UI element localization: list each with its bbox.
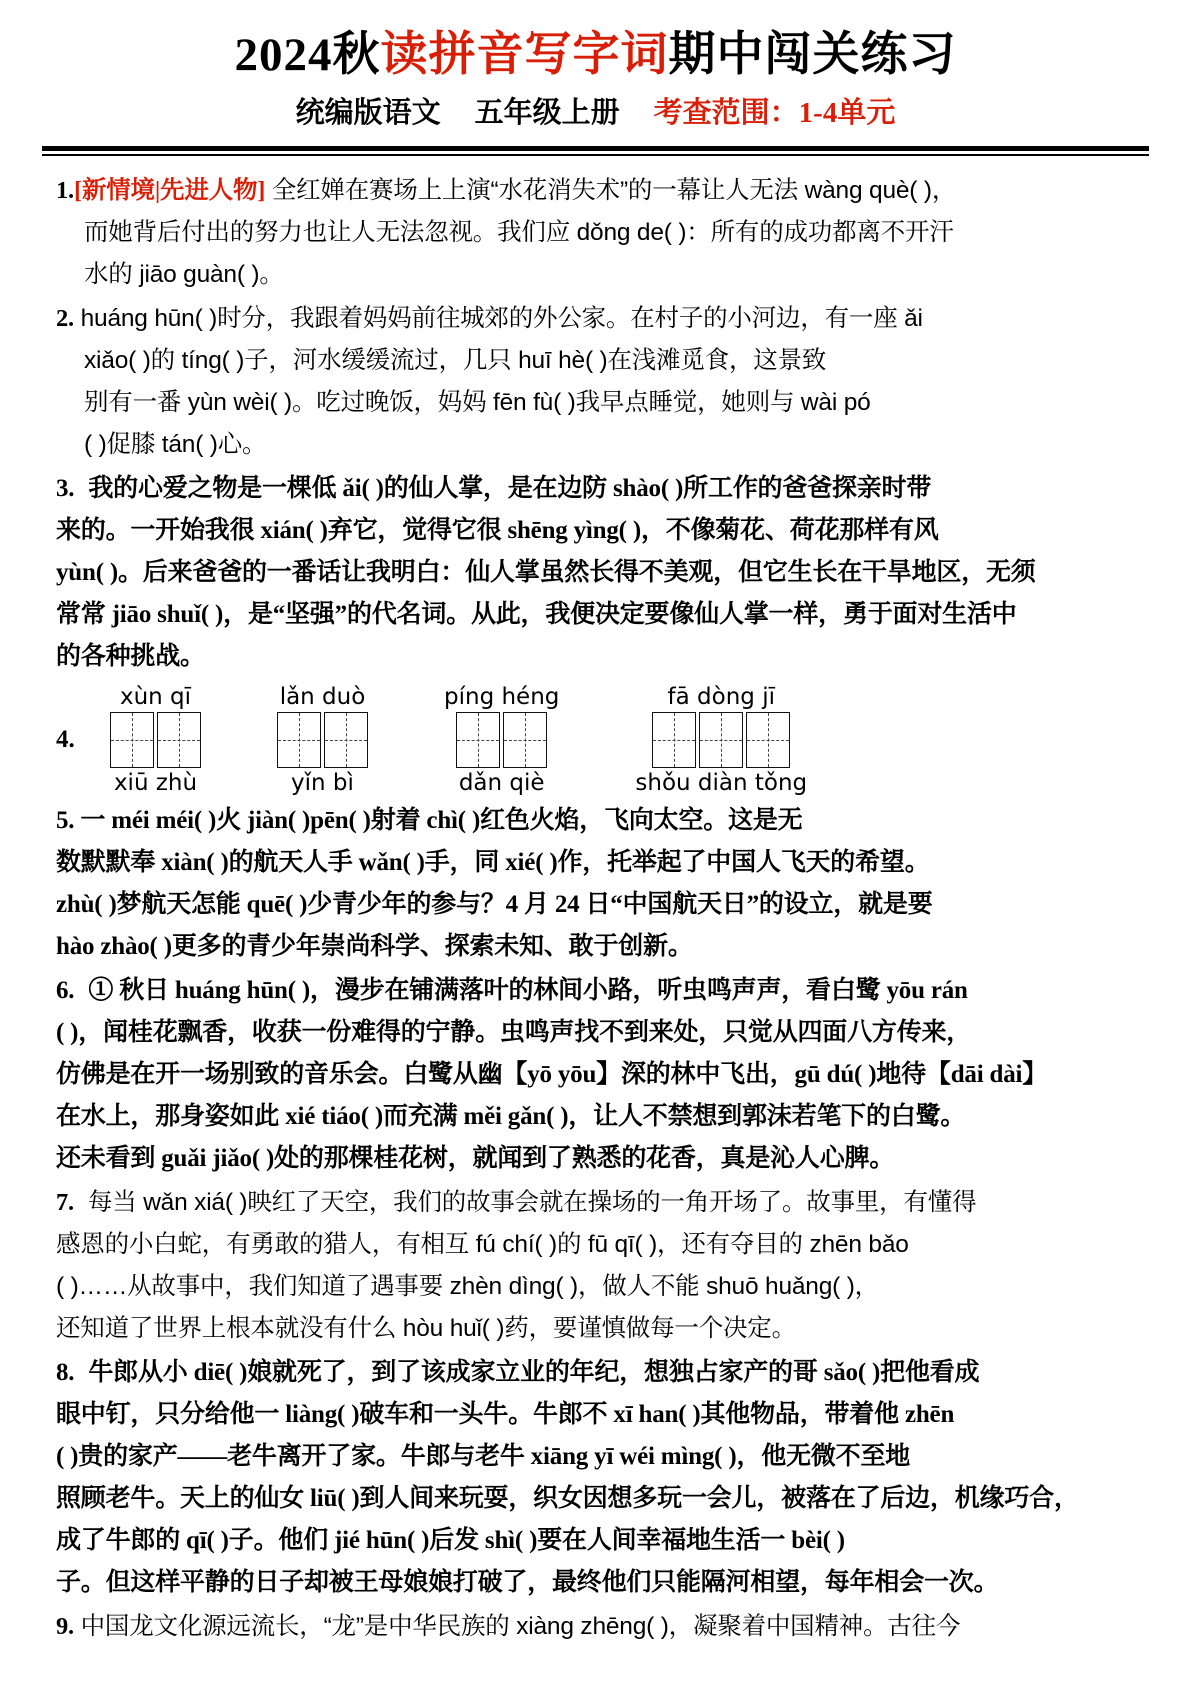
question-1-line-2 bbox=[56, 212, 1139, 254]
question-3-line-1 bbox=[56, 468, 1139, 510]
question-8-text-3: ( )贵的家产——老牛离开了家。牛郎与老牛 xiāng yī wéi mìng( )，他无微不至地 bbox=[56, 1443, 911, 1471]
question-8-number: 8. bbox=[56, 1359, 75, 1387]
question-5-text-1: 一 méi méi( )火 jiàn( )pēn( )射着 chì( )红色火焰，飞向太空。这是无 bbox=[80, 807, 803, 835]
question-8-line-2 bbox=[56, 1394, 1139, 1436]
question-8-text-4: 照顾老牛。天上的仙女 liū( )到人间来玩耍，织女因想多玩一会儿，被落在了后边，机缘巧合， bbox=[56, 1485, 1079, 1513]
grid-group-1-boxes bbox=[110, 712, 201, 768]
question-2-text-4: ( )促膝 tán( )心。 bbox=[84, 431, 267, 459]
question-6-line-3 bbox=[56, 1054, 1139, 1096]
question-3-text-4: 常常 jiāo shuǐ( )，是“坚强”的代名词。从此，我便决定要像仙人掌一样，勇于面对生活中 bbox=[56, 601, 1017, 629]
grid-group-4-boxes bbox=[652, 712, 790, 768]
grid-group-2 bbox=[277, 682, 368, 798]
divider-thick-line bbox=[42, 146, 1149, 151]
question-5-line-1 bbox=[56, 800, 1139, 842]
question-9-text-1: 中国龙文化源远流长，“龙”是中华民族的 xiàng zhēng( )，凝聚着中国精神。古往今 bbox=[80, 1613, 961, 1641]
question-8-line-6 bbox=[56, 1562, 1139, 1604]
question-2-number: 2. bbox=[56, 305, 74, 333]
question-5 bbox=[56, 800, 1139, 968]
question-7-line-1 bbox=[56, 1182, 1139, 1224]
question-5-text-3: zhù( )梦航天怎能 quē( )少青少年的参与？4 月 24 日“中国航天日”的设立，就是要 bbox=[56, 891, 933, 919]
page-title bbox=[0, 26, 1191, 85]
page-header bbox=[0, 0, 1191, 132]
question-1-tag: [新情境|先进人物] bbox=[73, 177, 266, 205]
question-8-line-4 bbox=[56, 1478, 1139, 1520]
grid-group-1 bbox=[110, 682, 201, 798]
question-6-text-1: 秋日 huáng hūn( )，漫步在铺满落叶的林间小路，听虫鸣声声，看白鹭 yōu rán bbox=[119, 977, 968, 1005]
question-6-text-4: 在水上，那身姿如此 xié tiáo( )而充满 měi gǎn( )，让人不禁想到郭沫若笔下的白鹭。 bbox=[56, 1103, 966, 1131]
question-1-text-1: 全红婵在赛场上上演“水花消失术”的一幕让人无法 wàng què( )， bbox=[271, 177, 957, 205]
question-2-text-2: xiǎo( )的 tíng( )子，河水缓缓流过，几只 huī hè( )在浅滩觅食，这景致 bbox=[84, 347, 827, 375]
divider-thin-line bbox=[42, 154, 1149, 156]
writing-cell[interactable] bbox=[157, 712, 201, 768]
subtitle-grade: 五年级上册 bbox=[474, 96, 620, 129]
question-3-text-2: 来的。一开始我很 xián( )弃它，觉得它很 shēng yìng( )，不像菊花、荷花那样有风 bbox=[56, 517, 939, 545]
grid-group-4-bottom-label: shǒu diàn tǒng bbox=[635, 770, 808, 797]
question-8 bbox=[56, 1352, 1139, 1604]
question-5-number: 5. bbox=[56, 807, 75, 835]
question-3-line-5 bbox=[56, 636, 1139, 678]
question-7-text-2: 感恩的小白蛇，有勇敢的猎人，有相互 fú chí( )的 fū qī( )，还有夺目的 zhēn bǎo bbox=[56, 1231, 909, 1259]
header-divider bbox=[42, 146, 1149, 156]
grid-group-4 bbox=[635, 682, 807, 798]
question-8-line-3 bbox=[56, 1436, 1139, 1478]
question-3-line-4 bbox=[56, 594, 1139, 636]
question-1-line-1 bbox=[56, 170, 1139, 212]
question-8-line-5 bbox=[56, 1520, 1139, 1562]
question-1-text-3: 水的 jiāo guàn( )。 bbox=[84, 261, 284, 289]
question-7-text-1: 每当 wǎn xiá( )映红了天空，我们的故事会就在操场的一角开场了。故事里，有懂得 bbox=[87, 1189, 977, 1217]
question-9-line-1 bbox=[56, 1606, 1139, 1648]
question-9-number: 9. bbox=[56, 1613, 74, 1641]
question-6-line-2 bbox=[56, 1012, 1139, 1054]
grid-group-2-top-label: lǎn duò bbox=[279, 684, 366, 711]
question-4-groups bbox=[98, 682, 1139, 798]
page-subtitle bbox=[0, 95, 1191, 133]
question-5-line-3 bbox=[56, 884, 1139, 926]
question-3-text-3: yùn( )。后来爸爸的一番话让我明白：仙人掌虽然长得不美观，但它生长在干旱地区，无须 bbox=[56, 559, 1036, 587]
question-5-line-2 bbox=[56, 842, 1139, 884]
writing-cell[interactable] bbox=[746, 712, 790, 768]
question-8-text-5: 成了牛郎的 qī( )子。他们 jié hūn( )后发 shì( )要在人间幸福地生活一 bèi( ) bbox=[56, 1527, 845, 1555]
title-tail-segment: 期中闯关练习 bbox=[668, 29, 957, 81]
question-8-text-6: 子。但这样平静的日子却被王母娘娘打破了，最终他们只能隔河相望，每年相会一次。 bbox=[56, 1569, 999, 1597]
question-6-text-2: ( )，闻桂花飘香，收获一份难得的宁静。虫鸣声找不到来处，只觉从四面八方传来， bbox=[56, 1019, 972, 1047]
question-5-text-4: hào zhào( )更多的青少年崇尚科学、探索未知、敢于创新。 bbox=[56, 933, 693, 961]
writing-cell[interactable] bbox=[110, 712, 154, 768]
question-6-line-4 bbox=[56, 1096, 1139, 1138]
question-4 bbox=[56, 682, 1139, 798]
question-3 bbox=[56, 468, 1139, 678]
question-1-line-3 bbox=[56, 254, 1139, 296]
question-6 bbox=[56, 970, 1139, 1180]
question-2-line-1 bbox=[56, 298, 1139, 340]
question-3-line-3 bbox=[56, 552, 1139, 594]
question-7-text-4: 还知道了世界上根本就没有什么 hòu huǐ( )药，要谨慎做每一个决定。 bbox=[56, 1315, 796, 1343]
grid-group-2-boxes bbox=[277, 712, 368, 768]
question-8-line-1 bbox=[56, 1352, 1139, 1394]
question-7-number: 7. bbox=[56, 1189, 74, 1217]
question-6-number: 6. bbox=[56, 977, 75, 1005]
question-5-line-4 bbox=[56, 926, 1139, 968]
question-9 bbox=[56, 1606, 1139, 1648]
question-7-line-4 bbox=[56, 1308, 1139, 1350]
question-2 bbox=[56, 298, 1139, 466]
grid-group-1-top-label: xùn qī bbox=[119, 684, 192, 711]
question-2-line-2 bbox=[56, 340, 1139, 382]
grid-group-4-top-label: fā dòng jī bbox=[667, 684, 775, 711]
question-3-text-5: 的各种挑战。 bbox=[56, 643, 205, 671]
question-8-text-1: 牛郎从小 diē( )娘就死了，到了该成家立业的年纪，想独占家产的哥 sǎo( )把他看成 bbox=[88, 1359, 980, 1387]
subtitle-edition: 统编版语文 bbox=[295, 96, 441, 129]
question-5-text-2: 数默默奉 xiàn( )的航天人手 wǎn( )手，同 xié( )作，托举起了中国人飞天的希望。 bbox=[56, 849, 930, 877]
question-2-line-4 bbox=[56, 424, 1139, 466]
question-6-line-5 bbox=[56, 1138, 1139, 1180]
subtitle-scope: 考查范围：1-4单元 bbox=[653, 96, 896, 129]
writing-cell[interactable] bbox=[324, 712, 368, 768]
question-2-text-3: 别有一番 yùn wèi( )。吃过晚饭，妈妈 fēn fù( )我早点睡觉，她则与 wài pó bbox=[84, 389, 871, 417]
question-1 bbox=[56, 170, 1139, 296]
grid-group-3-boxes bbox=[456, 712, 547, 768]
writing-cell[interactable] bbox=[699, 712, 743, 768]
question-6-line-1 bbox=[56, 970, 1139, 1012]
question-6-text-5: 还未看到 guǎi jiǎo( )处的那棵桂花树，就闻到了熟悉的花香，真是沁人心脾。 bbox=[56, 1145, 895, 1173]
question-4-number: 4. bbox=[56, 726, 75, 754]
question-7-line-3 bbox=[56, 1266, 1139, 1308]
writing-cell[interactable] bbox=[277, 712, 321, 768]
grid-group-3 bbox=[444, 682, 559, 798]
question-6-marker: ① bbox=[88, 977, 114, 1005]
question-2-line-3 bbox=[56, 382, 1139, 424]
writing-cell[interactable] bbox=[503, 712, 547, 768]
title-red-segment: 读拼音写字词 bbox=[380, 29, 669, 81]
questions-container bbox=[56, 170, 1139, 1648]
title-year-segment: 2024秋 bbox=[234, 29, 381, 81]
question-3-line-2 bbox=[56, 510, 1139, 552]
question-8-text-2: 眼中钉，只分给他一 liàng( )破车和一头牛。牛郎不 xī han( )其他物品，带着他 zhēn bbox=[56, 1401, 955, 1429]
question-6-text-3: 仿佛是在开一场别致的音乐会。白鹭从幽【yō yōu】深的林中飞出，gū dú( )地待【dāi dài】 bbox=[56, 1061, 1048, 1089]
question-7-line-2 bbox=[56, 1224, 1139, 1266]
question-3-number: 3. bbox=[56, 475, 75, 503]
grid-group-2-bottom-label: yǐn bì bbox=[291, 770, 354, 797]
question-7-text-3: ( )……从故事中，我们知道了遇事要 zhèn dìng( )，做人不能 shuō huǎng( )， bbox=[56, 1273, 879, 1301]
grid-group-3-top-label: píng héng bbox=[444, 684, 560, 711]
grid-group-1-bottom-label: xiū zhù bbox=[113, 770, 198, 797]
question-7 bbox=[56, 1182, 1139, 1350]
question-1-number: 1. bbox=[56, 177, 74, 205]
question-1-text-2: 而她背后付出的努力也让人无法忽视。我们应 dǒng de( )：所有的成功都离不开汗 bbox=[84, 219, 954, 247]
question-2-text-1: huáng hūn( )时分，我跟着妈妈前往城郊的外公家。在村子的小河边，有一座 ǎi bbox=[80, 305, 923, 333]
question-3-text-1: 我的心爱之物是一棵低 ǎi( )的仙人掌，是在边防 shào( )所工作的爸爸探亲时带 bbox=[88, 475, 932, 503]
writing-cell[interactable] bbox=[652, 712, 696, 768]
grid-group-3-bottom-label: dǎn qiè bbox=[458, 770, 545, 797]
writing-cell[interactable] bbox=[456, 712, 500, 768]
